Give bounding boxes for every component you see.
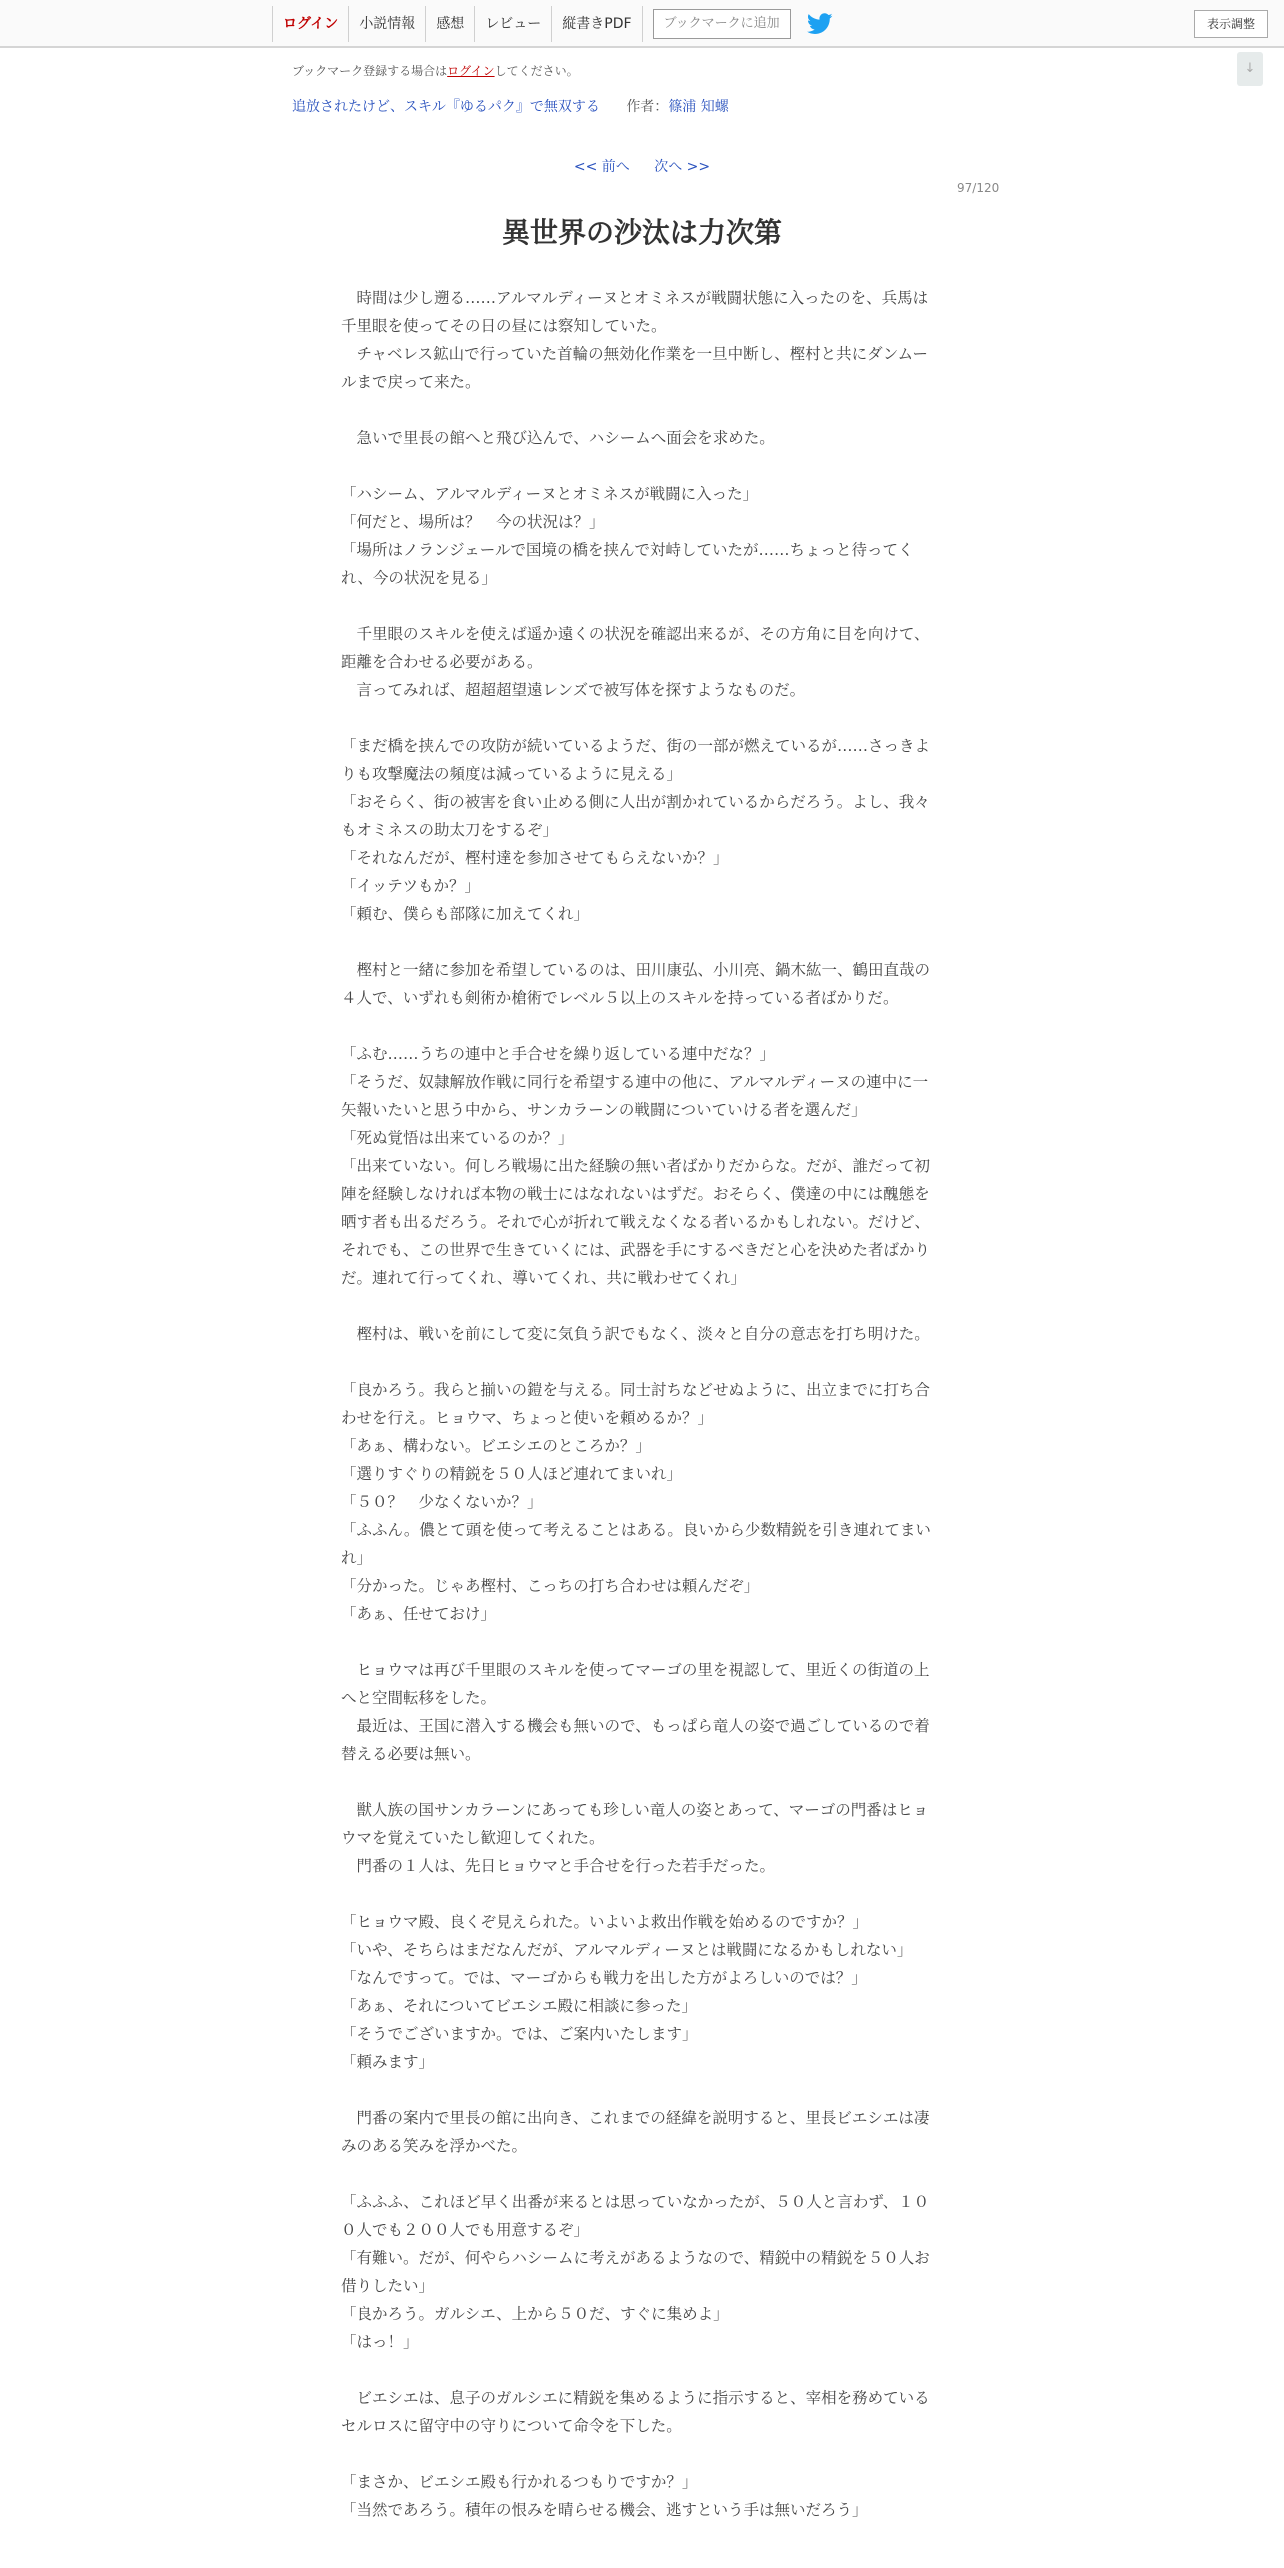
body-paragraph: 「おそらく、街の被害を食い止める側に人出が割かれているからだろう。よし、我々もオミネスの助太刀をするぞ」 — [341, 793, 930, 839]
body-paragraph: 「なんですって。では、マーゴからも戦力を出した方がよろしいのでは？」 — [341, 1969, 867, 1987]
body-paragraph: 「ヒョウマ殿、良くぞ見えられた。いよいよ救出作戦を始めるのですか？」 — [341, 1913, 869, 1931]
series-title-link[interactable]: 追放されたけど、スキル『ゆるパク』で無双する — [292, 99, 600, 115]
blank-line — [341, 592, 937, 620]
body-paragraph: ビエシエは、息子のガルシエに精鋭を集めるように指示すると、宰相を務めているセルロスに留守中の守りについて命令を下した。 — [341, 2389, 930, 2435]
body-paragraph: 「頼む、僕らも部隊に加えてくれ」 — [341, 905, 590, 923]
body-paragraph: 「イッテツもか？」 — [341, 877, 481, 895]
body-paragraph: 「まさか、ビエシエ殿も行かれるつもりですか？」 — [341, 2473, 698, 2491]
body-paragraph: 「場所はノランジェールで国境の橋を挟んで対峙していたが……ちょっと待ってくれ、今の状況を見る」 — [341, 541, 914, 587]
display-settings-button[interactable]: 表示調整 — [1194, 10, 1268, 38]
page-counter: 97/120 — [957, 181, 1000, 195]
blank-line — [341, 452, 937, 480]
body-paragraph: 「良かろう。我らと揃いの鎧を与える。同士討ちなどせぬように、出立までに打ち合わせを行え。ヒョウマ、ちょっと使いを頼めるか？」 — [341, 1381, 931, 1427]
body-paragraph: 「ふむ……うちの連中と手合せを繰り返している連中だな？」 — [341, 1045, 776, 1063]
nav-novel-info[interactable]: 小説情報 — [348, 6, 425, 42]
blank-line — [341, 928, 937, 956]
body-paragraph: 「当然であろう。積年の恨みを晴らせる機会、逃すという手は無いだろう」 — [341, 2501, 868, 2519]
blank-line — [341, 704, 937, 732]
body-paragraph: 「そうでございますか。では、ご案内いたします」 — [341, 2025, 698, 2043]
body-paragraph: 「まだ橋を挟んでの攻防が続いているようだ、街の一部が燃えているが……さっきよりも攻撃魔法の頻度は減っているように見える」 — [341, 737, 931, 783]
blank-line — [341, 2356, 937, 2384]
body-paragraph: 「そうだ、奴隷解放作戦に同行を希望する連中の他に、アルマルディーヌの連中に一矢報いたいと思う中から、サンカラーンの戦闘についていける者を選んだ」 — [341, 1073, 929, 1119]
blank-line — [341, 2440, 937, 2468]
blank-line — [341, 1880, 937, 1908]
nav-vertical-pdf[interactable]: 縦書きPDF — [551, 6, 642, 42]
blank-line — [341, 1348, 937, 1376]
body-paragraph: 「何だと、場所は？ 今の状況は？」 — [341, 513, 605, 531]
author-label: 作者： — [626, 99, 669, 115]
add-bookmark-button[interactable]: ブックマークに追加 — [653, 9, 791, 39]
blank-line — [341, 2160, 937, 2188]
blank-line — [341, 1292, 937, 1320]
scroll-down-button[interactable]: ↓ — [1237, 52, 1263, 86]
top-toolbar — [0, 0, 1284, 48]
body-paragraph: 時間は少し遡る……アルマルディーヌとオミネスが戦闘状態に入ったのを、兵馬は千里眼を使ってその日の昼には察知していた。 — [341, 289, 929, 335]
nav-impressions[interactable]: 感想 — [425, 6, 474, 42]
blank-line — [341, 1012, 937, 1040]
body-paragraph: 「出来ていない。何しろ戦場に出た経験の無い者ばかりだからな。だが、誰だって初陣を経験しなければ本物の戦士にはなれないはずだ。おそらく、僕達の中には醜態を晒す者も出るだろう。それで心が折れて戦えなくなる者いるかもしれない。だけど、それでも、この世界で生きていくには、武器を手にするべきだと心を決めた者ばかりだ。連れて行ってくれ、導いてくれ、共に戦わせてくれ」 — [341, 1157, 931, 1287]
body-paragraph: 「ふふん。儂とて頭を使って考えることはある。良いから少数精鋭を引き連れてまいれ」 — [341, 1521, 931, 1567]
body-paragraph: 「頼みます」 — [341, 2053, 435, 2071]
body-paragraph: 「良かろう。ガルシエ、上から５０だ、すぐに集めよ」 — [341, 2305, 729, 2323]
body-paragraph: 「いや、そちらはまだなんだが、アルマルディーヌとは戦闘になるかもしれない」 — [341, 1941, 913, 1959]
body-paragraph: 樫村は、戦いを前にして変に気負う訳でもなく、淡々と自分の意志を打ち明けた。 — [341, 1325, 930, 1343]
body-paragraph: 「あぁ、構わない。ビエシエのところか？」 — [341, 1437, 651, 1455]
body-paragraph: 「はっ！」 — [341, 2333, 419, 2351]
blank-line — [341, 2076, 937, 2104]
login-notice-suffix: してください。 — [494, 64, 579, 78]
login-notice — [292, 62, 579, 79]
author-link[interactable]: 篠浦 知螺 — [668, 99, 729, 115]
twitter-icon[interactable] — [807, 13, 833, 35]
blank-line — [341, 1628, 937, 1656]
body-paragraph: 「選りすぐりの精鋭を５０人ほど連れてまいれ」 — [341, 1465, 683, 1483]
body-paragraph: 「あぁ、それについてビエシエ殿に相談に参った」 — [341, 1997, 698, 2015]
novel-body — [341, 284, 937, 2524]
body-paragraph: 「５０？ 少なくないか？」 — [341, 1493, 543, 1511]
body-paragraph: 「分かった。じゃあ樫村、こっちの打ち合わせは頼んだぞ」 — [341, 1577, 760, 1595]
body-paragraph: 千里眼のスキルを使えば遥か遠くの状況を確認出来るが、その方角に目を向けて、距離を合わせる必要がある。 — [341, 625, 930, 671]
body-paragraph: 「ふふふ、これほど早く出番が来るとは思っていなかったが、５０人と言わず、１００人でも２００人でも用意するぞ」 — [341, 2193, 930, 2239]
body-paragraph: 最近は、王国に潜入する機会も無いので、もっぱら竜人の姿で過ごしているので着替える必要は無い。 — [341, 1717, 930, 1763]
body-paragraph: ヒョウマは再び千里眼のスキルを使ってマーゴの里を視認して、里近くの街道の上へと空間転移をした。 — [341, 1661, 930, 1707]
next-link[interactable]: 次へ >> — [654, 159, 711, 175]
chapter-title: 異世界の沙汰は力次第 — [501, 216, 782, 249]
series-info — [292, 96, 729, 116]
login-link[interactable]: ログイン — [447, 64, 495, 78]
nav-review[interactable]: レビュー — [474, 6, 551, 42]
blank-line — [341, 1768, 937, 1796]
body-paragraph: 門番の案内で里長の館に出向き、これまでの経緯を説明すると、里長ビエシエは凄みのある笑みを浮かべた。 — [341, 2109, 930, 2155]
blank-line — [341, 396, 937, 424]
body-paragraph: 急いで里長の館へと飛び込んで、ハシームへ面会を求めた。 — [341, 429, 775, 447]
body-paragraph: 獣人族の国サンカラーンにあっても珍しい竜人の姿とあって、マーゴの門番はヒョウマを覚えていたし歓迎してくれた。 — [341, 1801, 929, 1847]
body-paragraph: チャベレス鉱山で行っていた首輪の無効化作業を一旦中断し、樫村と共にダンムールまで戻って来た。 — [341, 345, 928, 391]
body-paragraph: 「ハシーム、アルマルディーヌとオミネスが戦闘に入った」 — [341, 485, 759, 503]
body-paragraph: 言ってみれば、超超超望遠レンズで被写体を探すようなものだ。 — [341, 681, 806, 699]
body-paragraph: 「あぁ、任せておけ」 — [341, 1605, 496, 1623]
pager — [0, 156, 1284, 176]
body-paragraph: 門番の１人は、先日ヒョウマと手合せを行った若手だった。 — [341, 1857, 776, 1875]
login-notice-text: ブックマーク登録する場合は — [292, 64, 448, 78]
body-paragraph: 「有難い。だが、何やらハシームに考えがあるようなので、精鋭中の精鋭を５０人お借りしたい」 — [341, 2249, 930, 2295]
nav-login[interactable]: ログイン — [272, 6, 348, 42]
prev-link[interactable]: << 前へ — [573, 159, 630, 175]
body-paragraph: 樫村と一緒に参加を希望しているのは、田川康弘、小川亮、鍋木紘一、鶴田直哉の４人で、いずれも剣術か槍術でレベル５以上のスキルを持っている者ばかりだ。 — [341, 961, 931, 1007]
body-paragraph: 「それなんだが、樫村達を参加させてもらえないか？」 — [341, 849, 729, 867]
body-paragraph: 「死ぬ覚悟は出来ているのか？」 — [341, 1129, 574, 1147]
nav-menu — [272, 6, 833, 42]
